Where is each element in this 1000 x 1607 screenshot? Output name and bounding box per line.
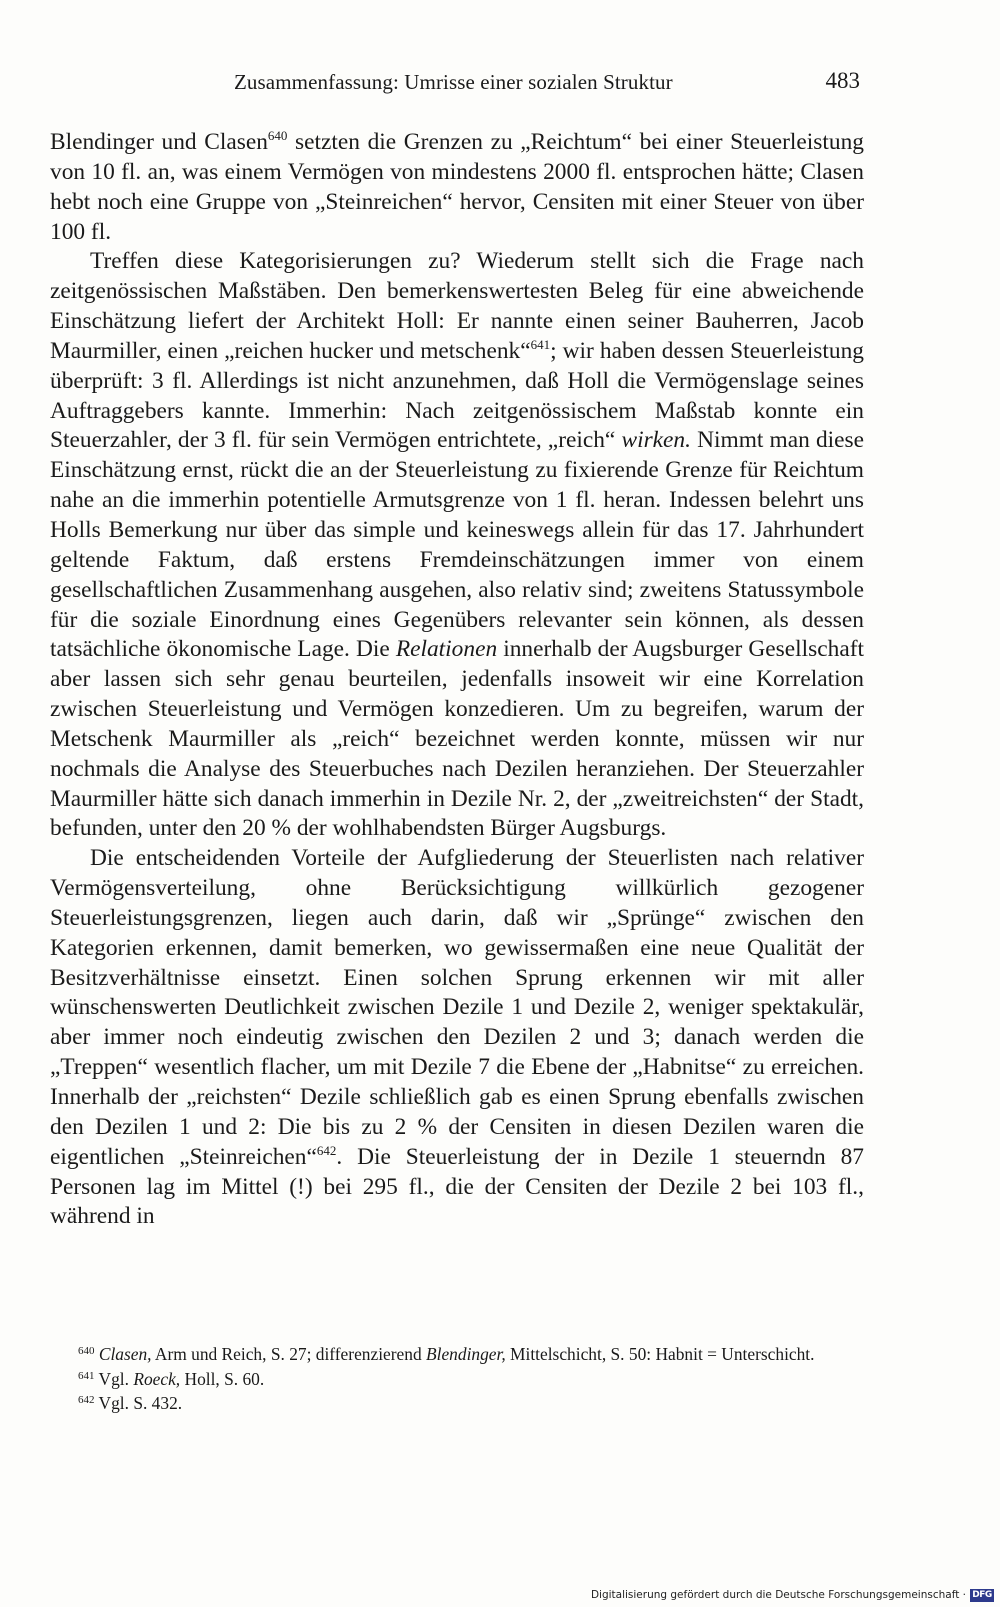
footnote-ref-640: 640 xyxy=(267,128,288,143)
paragraph-1: Blendinger und Clasen$^{640}$ setzten die Grenzen zu „Reichtum“ bei einer Steuerleistung von 10 fl. an, was einem Vermögen von mindestens 2000 fl. entsprochen hätte; Clasen hebt noch eine Gruppe von „Steinreichen“ hervor, Censiten mit einer Steuer von über 100 fl. xyxy=(50,128,864,245)
footnote-ref-641: 641 xyxy=(530,336,551,352)
running-head xyxy=(48,70,860,102)
footnotes xyxy=(50,1342,864,1416)
running-title: Zusammenfassung: Umrisse einer sozialen Struktur xyxy=(234,70,673,94)
page-number: 483 xyxy=(825,68,860,93)
footnote-number: 642 xyxy=(78,1394,95,1406)
paragraph-3: Die entscheidenden Vorteile der Aufgliederung der Steuerlisten nach relativer Vermögensverteilung, ohne Berücksichtigung willkürlich gezogener Steuerleistungsgrenzen, liegen auch darin, daß wir „Sprünge“ zwischen den Kategorien erkennen, damit bemerken, wo gewissermaßen eine neue Qualität der Besitzverhältnisse einsetzt. Einen solchen Sprung erkennen wir mit aller wünschenswerten Deutlichkeit zwischen Dezile 1 und Dezile 2, weniger spektakulär, aber immer noch eindeutig zwischen den Dezilen 2 und 3; danach werden die „Treppen“ wesentlich flacher, um mit Dezile 7 die Ebene der „Habnitse“ zu erreichen. Innerhalb der „reichsten“ Dezile schließlich gab es einen Sprung ebenfalls zwischen den Dezilen 1 und 2: Die bis zu 2 % der Censiten in diesen Dezilen waren die eigentlichen „Steinreichen“$^{642}$. Die Steuerleistung der in Dezile 1 steuerndn 87 Personen lag im Mittel (!) bei 295 fl., die der Censiten der Dezile 2 bei 103 fl., während in xyxy=(50,845,864,1230)
emphasis-relationen: Relationen xyxy=(395,636,498,663)
footnote-number: 641 xyxy=(78,1369,95,1382)
footnote-ref-642: 642 xyxy=(316,1142,337,1158)
footnote-641: $^{641}$ Vgl. Roeck, Holl, S. 60. xyxy=(78,1368,265,1389)
digitization-credit: Digitalisierung gefördert durch die Deutsche Forschungsgemeinschaft · xyxy=(590,1589,966,1601)
footnote-640: $^{640}$ Clasen, Arm und Reich, S. 27; differenzierend Blendinger, Mittelschicht, S. 50: Habnit = Unterschicht. xyxy=(78,1344,815,1364)
dfg-logo-icon: DFG xyxy=(970,1589,994,1602)
footnote-number: 640 xyxy=(78,1345,95,1357)
emphasis-wirken: wirken. xyxy=(621,427,691,454)
footnote-642: $^{642}$ Vgl. S. 432. xyxy=(78,1393,183,1413)
body-text xyxy=(50,128,864,1232)
paragraph-2: Treffen diese Kategorisierungen zu? Wiederum stellt sich die Frage nach zeitgenössischen Maßstäben. Den bemerkenswertesten Beleg für eine abweichende Einschätzung liefert der Architekt Holl: Er nannte einen seiner Bauherren, Jacob Maurmiller, einen „reichen hucker und metschenk“$^{641}$; wir haben dessen Steuerleistung überprüft: 3 fl. Allerdings ist nicht anzunehmen, daß Holl die Vermögenslage seines Auftraggebers kannte. Immerhin: Nach zeitgenössischem Maßstab konnte ein Steuerzahler, der 3 fl. für sein Vermögen entrichtete, „reich“ wirken. Nimmt man diese Einschätzung ernst, rückt die an der Steuerleistung zu fixierende Grenze für Reichtum nahe an die immerhin potentielle Armutsgrenze von 1 fl. heran. Indessen belehrt uns Holls Bemerkung nur über das simple und keineswegs allein für das 17. Jahrhundert geltende Faktum, daß erstens Fremdeinschätzungen immer von einem gesellschaftlichen Zusammenhang ausgehen, also relativ sind; zweitens Statussymbole für die soziale Einordnung eines Gegenübers relevanter sein können, als dessen tatsächliche ökonomische Lage. Die Relationen innerhalb der Augsburger Gesellschaft aber lassen sich sehr genau beurteilen, jedenfalls insoweit wir eine Korrelation zwischen Steuerleistung und Vermögen konzedieren. Um zu begreifen, warum der Metschenk Maurmiller als „reich“ bezeichnet werden konnte, müssen wir nur nochmals die Analyse des Steuerbuches nach Dezilen heranziehen. Der Steuerzahler Maurmiller hätte sich danach immerhin in Dezile Nr. 2, der „zweitreichsten“ der Stadt, befunden, unter den 20 % der wohlhabendsten Bürger Augsburgs. xyxy=(50,248,865,842)
